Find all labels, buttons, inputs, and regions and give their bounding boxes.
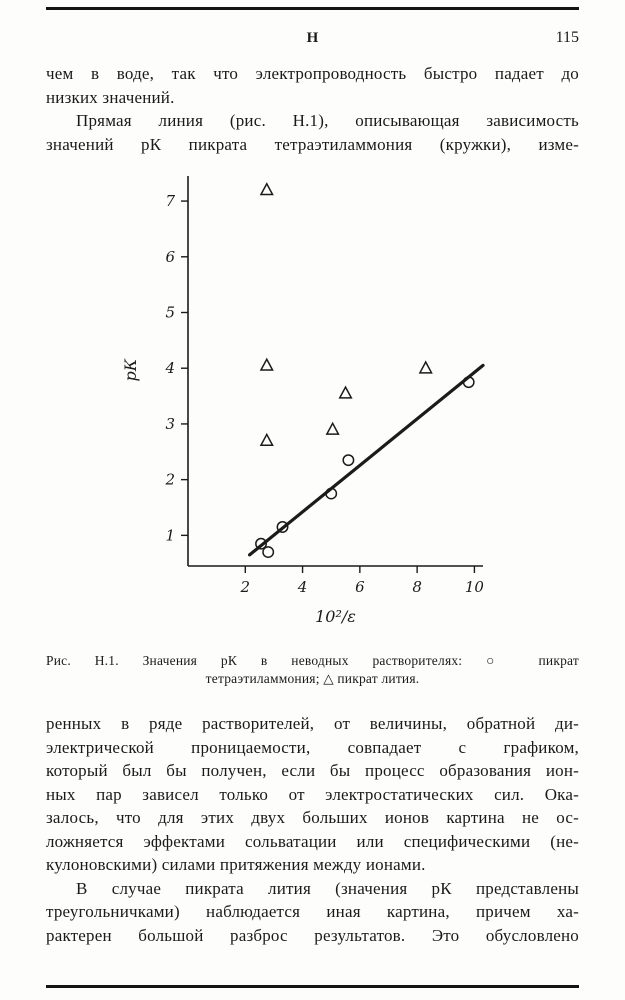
x-tick-label: 8	[411, 578, 422, 596]
text-line: низких значений.	[46, 87, 175, 107]
text-line: ных пар зависел только от электростатических сил. Ока-	[46, 784, 579, 804]
text-line: залось, что для этих двух больших ионов картина не ос-	[46, 808, 579, 827]
triangle-marker	[339, 387, 351, 398]
y-axis-label: рК	[120, 358, 140, 382]
figure-caption-line: тетраэтиламмония; △ пикрат лития.	[205, 671, 420, 686]
paragraph	[46, 109, 579, 156]
circle-marker	[343, 455, 353, 465]
body-text-top	[46, 62, 579, 156]
text-line: кулоновскими) силами притяжения между ионами.	[46, 855, 426, 874]
circle-marker	[262, 547, 272, 557]
y-tick-label: 2	[164, 470, 175, 489]
triangle-marker	[260, 184, 272, 195]
figure-caption-line: Рис. Н.1. Значения рК в неводных растворителях: ○ пикрат	[46, 653, 579, 668]
figure	[46, 164, 579, 688]
top-rule	[46, 7, 579, 10]
figure-caption	[46, 652, 579, 688]
y-tick-label: 6	[164, 247, 175, 266]
paragraph	[46, 62, 579, 109]
text-line: чем в воде, так что электропроводность быстро падает до	[46, 64, 579, 83]
triangle-marker	[419, 362, 431, 373]
text-line: рактерен большой разброс результатов. Это обусловлено	[46, 925, 579, 945]
text-line: В случае пикрата лития (значения рК представлены	[76, 878, 579, 898]
text-line: электрической проницаемости, совпадает с графиком,	[46, 737, 579, 757]
y-tick-label: 1	[164, 526, 175, 545]
y-tick-label: 4	[164, 359, 175, 378]
paragraph	[46, 877, 579, 948]
x-tick-label: 4	[297, 578, 307, 596]
text-line: ренных в ряде растворителей, от величины, обратной ди-	[46, 714, 579, 733]
y-tick-label: 7	[164, 192, 175, 211]
triangle-marker	[326, 423, 338, 434]
page-number: 115	[555, 29, 579, 46]
text-line: который был бы получен, если бы процесс образования ион-	[46, 761, 579, 780]
x-axis-label: 10²/ε	[314, 607, 356, 626]
triangle-marker	[260, 359, 272, 370]
text-line: ложняется эффектами сольватации или специфическими (не-	[46, 831, 579, 851]
text-line: треугольничками) наблюдается иная картина, причем ха-	[46, 902, 579, 921]
fit-line	[249, 365, 482, 554]
paragraph	[46, 712, 579, 877]
x-tick-label: 6	[354, 578, 365, 596]
y-tick-label: 5	[164, 303, 175, 322]
scatter-chart	[118, 164, 508, 644]
text-line: Прямая линия (рис. Н.1), описывающая зависимость	[76, 111, 579, 130]
bottom-rule	[46, 985, 579, 988]
x-tick-label: 10	[464, 578, 484, 596]
x-tick-label: 2	[240, 578, 250, 596]
y-tick-label: 3	[164, 414, 175, 433]
body-text-bottom	[46, 712, 579, 947]
running-head: Н	[306, 30, 319, 46]
triangle-marker	[260, 434, 272, 445]
text-line: значений рК пикрата тетраэтиламмония (кружки), изме-	[46, 134, 579, 154]
